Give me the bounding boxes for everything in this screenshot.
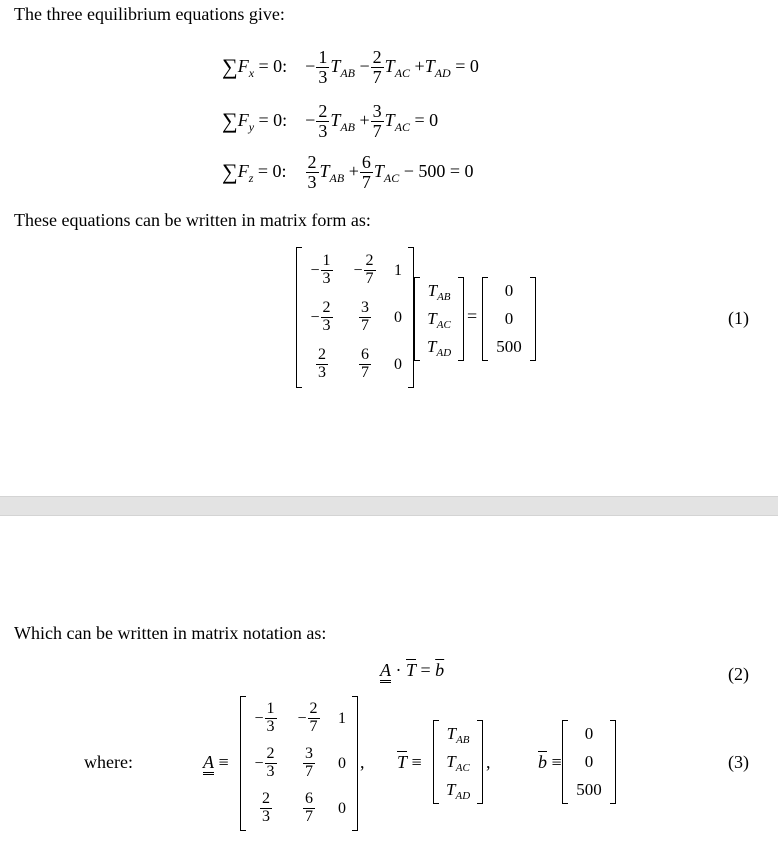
matrix-cell: − $\frac{1}{3}$ [254,700,275,735]
matrix-cell: 1 [394,261,402,279]
matrix-cell: − $\frac{2}{7}$ [353,252,374,287]
equation-number-2: (2) [728,664,749,684]
equation-number-1: (1) [728,308,749,328]
intro-text: The three equilibrium equations give: [14,4,285,24]
b-definition-lhs: $\overline{b}$ ≡ [538,752,562,772]
notation-text: Which can be written in matrix notation as: [14,623,327,643]
matrix-cell: 0 [338,754,346,772]
matrix-cell: $\frac{2}{3}$ [262,790,270,825]
equation-fx: $\sum F_x = 0$: − $\frac{1}{3}$ $T_{AB}$ − $\frac{2}{7}$ $T_{AC} +T_{AD} = 0$ [222,47,479,88]
matrix-cell: $\frac{3}{7}$ [305,745,313,780]
section-divider [0,496,778,516]
equation-number-3: (3) [728,752,749,772]
matrix-cell: − $\frac{2}{3}$ [310,299,331,334]
matrix-cell: $\frac{2}{3}$ [318,346,326,381]
matrix-cell: − $\frac{1}{3}$ [310,252,331,287]
coefficient-matrix [296,247,414,388]
equation-fz: $\sum F_z = 0$: $\frac{2}{3}$ $T_{AB}$ + $\frac{6}{7}$ $T_{AC} - 500 = 0$ [222,152,474,193]
where-label: where: [84,752,133,772]
load-vector: 0 0 500 [482,277,536,361]
matrix-cell: − $\frac{2}{7}$ [297,700,318,735]
matrix-form-text: These equations can be written in matrix form as: [14,210,371,230]
t-definition-lhs: $\overline{T}$ ≡ [397,752,422,772]
tension-vector: $T_{AB}$ $T_{AC}$ $T_{AD}$ [414,277,464,361]
matrix-cell: 1 [338,709,346,727]
matrix-cell: 0 [394,355,402,373]
a-matrix [240,696,358,831]
matrix-cell: $\frac{6}{7}$ [361,346,369,381]
equals-sign: = [467,306,478,326]
b-vector: 0 0 500 [562,720,616,804]
matrix-cell: 0 [394,308,402,326]
a-definition-lhs: A ≡ [203,752,229,773]
sum-symbol: ∑ [222,159,238,184]
matrix-equation: $A \cdot \overline{T} = \overline{b}$ [380,660,444,681]
matrix-cell: 0 [338,799,346,817]
t-vector: $T_{AB}$ $T_{AC}$ $T_{AD}$ [433,720,483,804]
matrix-cell: $\frac{6}{7}$ [305,790,313,825]
equation-fy: $\sum F_y = 0$: − $\frac{2}{3}$ $T_{AB}$ + $\frac{3}{7}$ $T_{AC} = 0$ [222,101,439,142]
sum-symbol: ∑ [222,108,238,133]
sum-symbol: ∑ [222,54,238,79]
matrix-cell: − $\frac{2}{3}$ [254,745,275,780]
matrix-cell: $\frac{3}{7}$ [361,299,369,334]
